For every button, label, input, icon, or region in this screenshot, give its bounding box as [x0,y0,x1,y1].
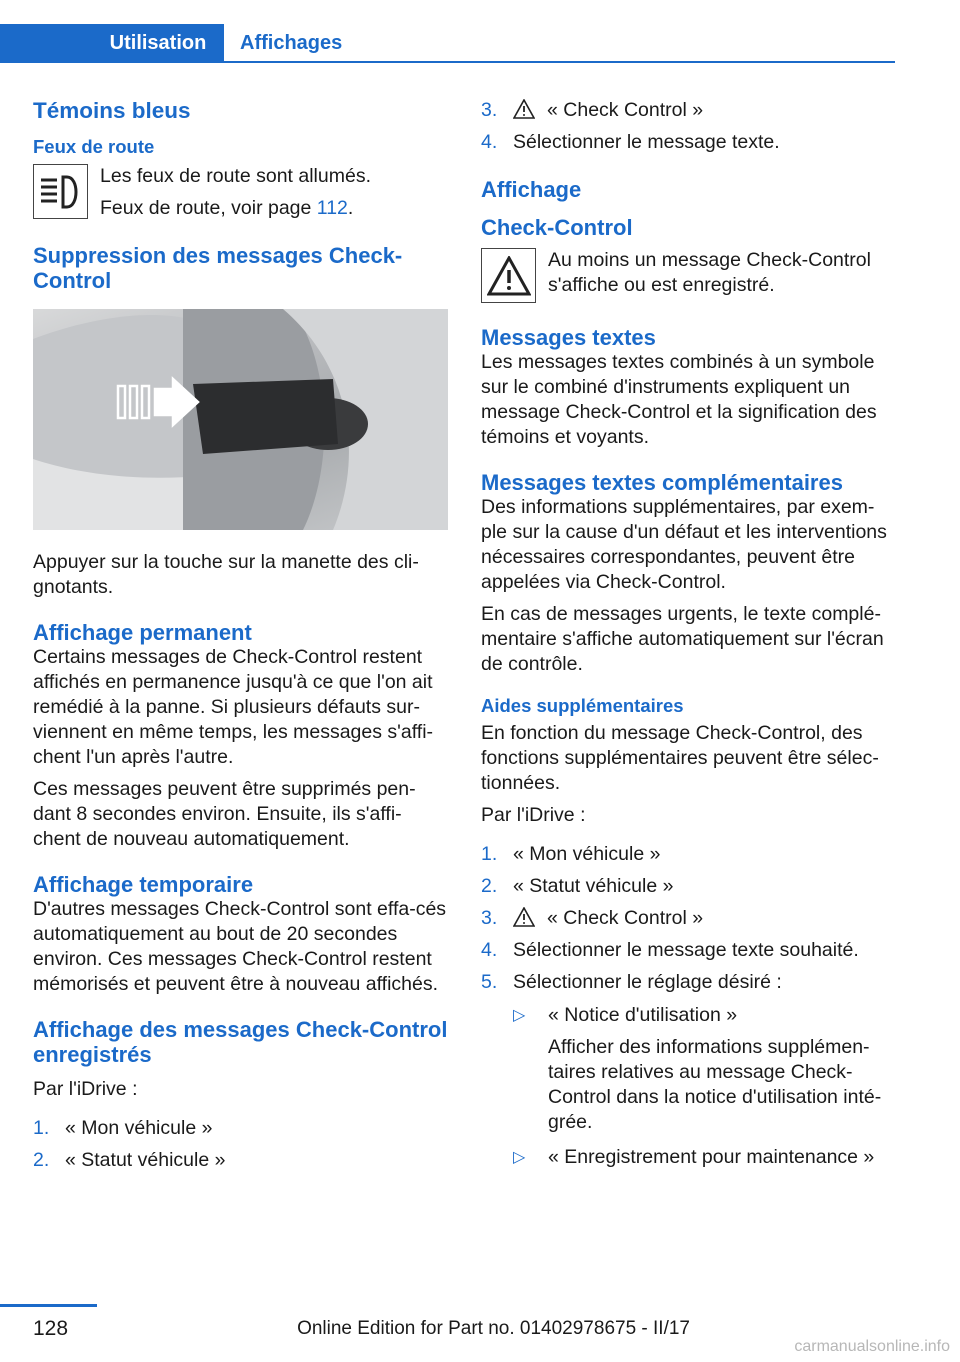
page-number: 128 [33,1317,69,1340]
step-text: « Statut véhicule » [513,875,674,897]
step-text: Sélectionner le réglage désiré : [513,971,782,993]
step-number: 5. [481,971,498,993]
step-text: « Statut véhicule » [65,1149,226,1171]
textes-paragraph: Les messages textes combinés à un symbole sur le combiné d'instruments expliquent un message Check-Control et la signification des témoins et voyants. [481,351,877,448]
list-item [481,98,897,123]
footer-rule [0,1304,97,1307]
warning-triangle-icon [481,248,536,303]
heading-temoins-bleus: Témoins bleus [33,98,191,123]
list-item [513,1003,897,1135]
par-idrive-left: Par l'iDrive : [33,1078,138,1100]
option-title: « Notice d'utilisation » [548,1004,738,1026]
permanent-paragraph-2: Ces messages peuvent être supprimés pen-dant 8 secondes environ. Ensuite, ils s'affi-chent de nouveau automatiquement. [33,778,416,850]
step-text: Sélectionner le message texte souhaité. [513,939,859,961]
complementaires-paragraph-2: En cas de messages urgents, le texte complé-mentaire s'affiche automatiquement sur l'écran de contrôle. [481,603,884,675]
warning-triangle-icon [513,906,535,931]
complementaires-paragraph-1: Des informations supplémentaires, par exem-ple sur la cause d'un défaut et les interventions nécessaires correspondantes, peuvent être appelées via Check-Control. [481,496,887,593]
left-steps [33,1116,448,1173]
heading-aides-supplementaires: Aides supplémentaires [481,695,684,716]
option-title: « Enregistrement pour maintenance » [548,1146,875,1168]
heading-affichage: Affichage [481,177,582,202]
list-item [33,1116,448,1141]
step-number: 1. [33,1117,50,1139]
triangle-bullet-icon: ▷ [513,1007,526,1024]
step-text: Sélectionner le message texte. [513,131,780,153]
tab-affichages[interactable]: Affichages [240,32,343,54]
page-link-112[interactable]: 112 [316,197,348,219]
photo-caption: Appuyer sur la touche sur la manette des cli-gnotants. [33,551,419,598]
feux-text-2: Feux de route, voir page [100,197,317,219]
heading-feux-de-route: Feux de route [33,136,155,157]
feux-text-1: Les feux de route sont allumés. [100,165,371,187]
list-item [481,130,897,155]
aides-paragraph: En fonction du message Check-Control, des fonctions supplémentaires peuvent être sélec-tionnées. [481,722,879,794]
feux-de-route-block [33,164,448,221]
heading-messages-complementaires: Messages textes complémentaires [481,470,843,495]
list-item [33,1148,448,1173]
feux-text-2-suffix: . [347,197,354,219]
warning-triangle-icon [513,98,535,123]
step-text: « Mon véhicule » [513,843,661,865]
step-number: 3. [481,907,498,929]
par-idrive-right: Par l'iDrive : [481,804,586,826]
step-text: « Check Control » [547,907,704,929]
permanent-paragraph-1: Certains messages de Check-Control restent affichés en permanence jusqu'à ce que l'on ait remédié à la panne. Si plusieurs défauts sur-viennent en même temps, les messages s'affi-chent l'un après l'autre. [33,646,434,768]
step-number: 1. [481,843,498,865]
high-beam-icon [33,164,88,219]
step-number: 4. [481,131,498,153]
list-item [481,842,897,867]
step-number: 2. [481,875,498,897]
heading-check-control: Check-Control [481,215,633,240]
step-number: 3. [481,99,498,121]
watermark: carmanualsonline.info [794,1338,950,1355]
list-item [513,1145,897,1170]
right-column [481,98,897,1187]
step-number: 2. [33,1149,50,1171]
heading-messages-textes: Messages textes [481,325,656,350]
triangle-bullet-icon: ▷ [513,1149,526,1166]
heading-affichage-temporaire: Affichage temporaire [33,872,254,897]
edition-note: Online Edition for Part no. 01402978675 - II/17 [297,1318,690,1339]
heading-suppression: Suppression des messages Check-Control [33,243,403,293]
temporaire-paragraph: D'autres messages Check-Control sont effa-cés automatiquement au bout de 20 secondes environ. Ces messages Check-Control restent mémorisés et peuvent être à nouveau affichés. [33,898,447,995]
check-control-block [481,248,897,303]
list-item [481,938,897,963]
right-steps-top [481,98,897,155]
list-item [481,874,897,899]
step-text: « Mon véhicule » [65,1117,213,1139]
step-text: « Check Control » [547,99,704,121]
check-control-text: Au moins un message Check-Control s'affiche ou est enregistré. [548,249,871,296]
option-list [513,1003,897,1170]
list-item [481,970,897,1180]
list-item [481,906,897,931]
step-number: 4. [481,939,498,961]
left-column [33,98,448,1180]
option-description: Afficher des informations supplémen-taires relatives au message Check-Control dans la notice d'utilisation inté-grée. [548,1036,882,1133]
heading-affichage-permanent: Affichage permanent [33,620,252,645]
heading-messages-enregistres: Affichage des messages Check-Control enregistrés [33,1017,448,1067]
right-steps [481,842,897,1180]
tab-utilisation[interactable]: Utilisation [0,24,224,63]
turn-signal-lever-image [33,309,448,530]
